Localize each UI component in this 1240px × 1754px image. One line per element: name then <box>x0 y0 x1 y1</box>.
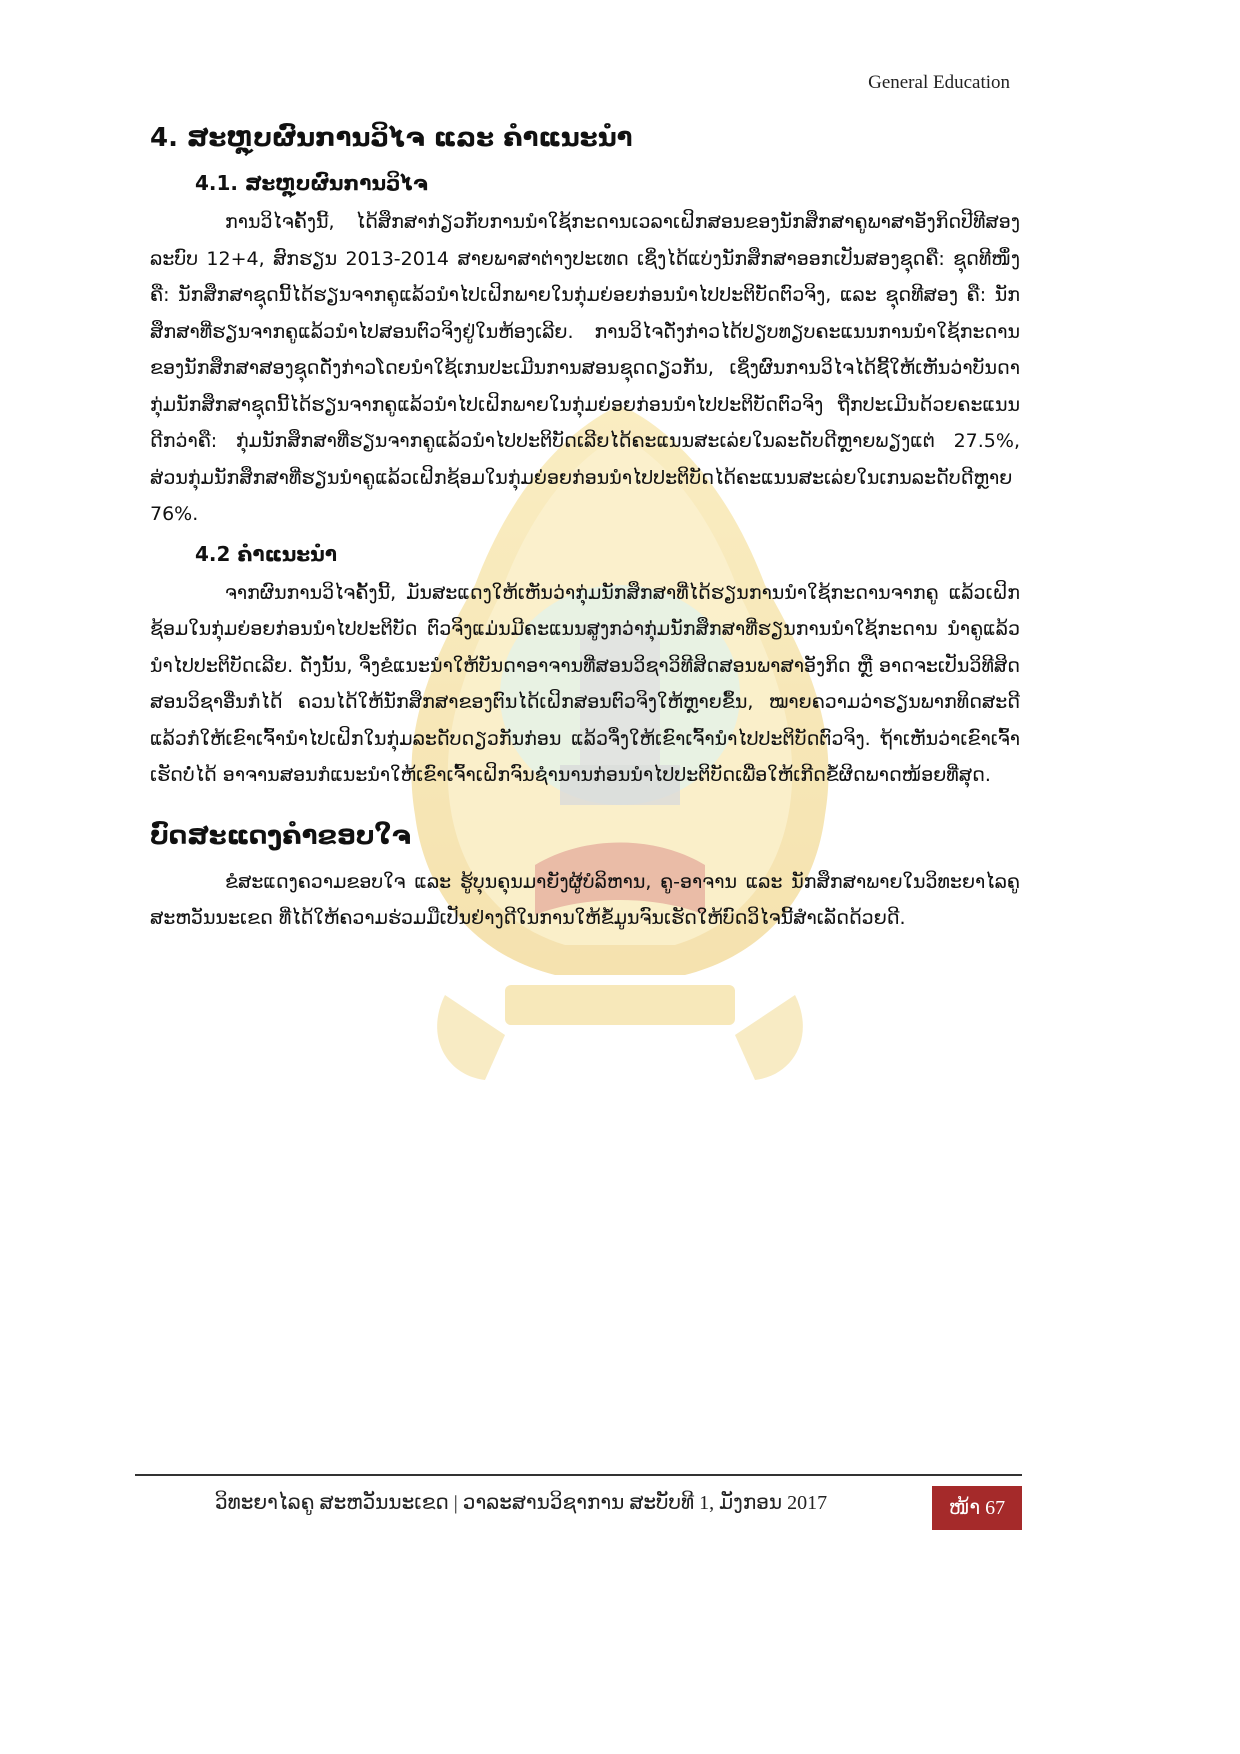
recommendation-paragraph: ຈາກຜົນການວິໄຈຄັ້ງນີ້, ມັນສະແດງໃຫ້ເຫັນວ່າກຸ່ມນັກສຶກສາທີ່ໄດ້ຮຽນການນຳໃຊ້ກະດານຈາກຄູ ແລ້ວເຝິກຊ້ອມໃນກຸ່ມຍ່ອຍກ່ອນນຳໄປປະຕິບັດ ຕົວຈິງແມ່ນມີຄະແນນສູງກວ່າກຸ່ມນັກສຶກສາທີ່ຮຽນການນຳໃຊ້ກະດານ ນຳຄູແລ້ວນຳໄປປະຕິບັດເລີຍ. ດັ່ງນັ້ນ, ຈຶ່ງຂໍແນະນຳໃຫ້ບັນດາອາຈານທີ່ສອນວິຊາວິທີສິດສອນພາສາອັງກິດ ຫຼື ອາດຈະເປັນວິທີສິດສອນວິຊາອື່ນກໍໄດ້ ຄວນໄດ້ໃຫ້ນັກສຶກສາຂອງຕົນໄດ້ເຝິກສອນຕົວຈິງໃຫ້ຫຼາຍຂຶ້ນ, ໝາຍຄວາມວ່າຮຽນພາກທິດສະດີແລ້ວກໍໃຫ້ເຂົາເຈົ້ານຳໄປເຝິກໃນກຸ່ມລະດັບດຽວກັນກ່ອນ ແລ້ວຈຶ່ງໃຫ້ເຂົາເຈົ້ານຳໄປປະຕິບັດຕົວຈິງ. ຖ້າເຫັນວ່າເຂົາເຈົ້າເຮັດບໍ່ໄດ້ ອາຈານສອນກໍແນະນຳໃຫ້ເຂົາເຈົ້າເຝິກຈົນຊຳນານກ່ອນນຳໄປປະຕິບັດເພື່ອໃຫ້ເກີດຂໍ້ຜິດພາດໜ້ອຍທີ່ສຸດ. <box>150 581 1020 786</box>
article-body <box>150 120 1020 937</box>
acknowledgement-paragraph: ຂໍສະແດງຄວາມຂອບໃຈ ແລະ ຮູ້ບຸນຄຸນມາຍັງຜູ້ບໍລິຫານ, ຄູ-ອາຈານ ແລະ ນັກສຶກສາພາຍໃນວິທະຍາໄລຄູສະຫວັນນະເຂດ ທີ່ໄດ້ໃຫ້ຄວາມຮ່ວມມືເປັນຢ່າງດີໃນການໃຫ້ຂໍ້ມູນຈົນເຮັດໃຫ້ບົດວິໄຈນີ້ສຳເລັດດ້ວຍດີ. <box>150 870 1020 929</box>
subsection-heading-recommendation: 4.2 ຄຳແນະນຳ <box>195 541 337 566</box>
page-footer <box>135 1474 1022 1519</box>
running-header: General Education <box>868 72 1010 93</box>
acknowledgement-heading: ບົດສະແດງຄຳຂອບໃຈ <box>150 820 411 851</box>
summary-paragraph: ການວິໄຈຄັ້ງນີ້, ໄດ້ສຶກສາກ່ຽວກັບການນຳໃຊ້ກະດານເວລາເຝິກສອນຂອງນັກສຶກສາຄູພາສາອັງກິດປີທີສອງ ລະບົບ 12+4, ສົກຮຽນ 2013-2014 ສາຍພາສາຕ່າງປະເທດ ເຊິ່ງໄດ້ແບ່ງນັກສຶກສາອອກເປັນສອງຊຸດຄື: ຊຸດທີໜຶ່ງຄື: ນັກສຶກສາຊຸດນີ້ໄດ້ຮຽນຈາກຄູແລ້ວນຳໄປເຝິກພາຍໃນກຸ່ມຍ່ອຍກ່ອນນຳໄປປະຕິບັດຕົວຈິງ, ແລະ ຊຸດທີສອງ ຄື: ນັກສຶກສາທີ່ຮຽນຈາກຄູແລ້ວນຳໄປສອນຕົວຈິງຢູ່ໃນຫ້ອງເລີຍ. ການວິໄຈດັ່ງກ່າວໄດ້ປຽບທຽບຄະແນນການນຳໃຊ້ກະດານຂອງນັກສຶກສາສອງຊຸດດັ່ງກ່າວໂດຍນຳໃຊ້ເກນປະເມີນການສອນຊຸດດຽວກັນ, ເຊິ່ງຜົນການວິໄຈໄດ້ຊີ້ໃຫ້ເຫັນວ່າບັນດາກຸ່ມນັກສຶກສາຊຸດນີ້ໄດ້ຮຽນຈາກຄູແລ້ວນຳໄປເຝິກພາຍໃນກຸ່ມຍ່ອຍກ່ອນນຳໄປປະຕິບັດຕົວຈິງ ຖືກປະເມີນດ້ວຍຄະແນນດີກວ່າຄື: ກຸ່ມນັກສຶກສາທີ່ຮຽນຈາກຄູແລ້ວນຳໄປປະຕິບັດເລີຍໄດ້ຄະແນນສະເລ່ຍໃນລະດັບດີຫຼາຍພຽງແຕ່ 27.5%, ສ່ວນກຸ່ມນັກສຶກສາທີ່ຮຽນນຳຄູແລ້ວເຝິກຊ້ອມໃນກຸ່ມຍ່ອຍກ່ອນນຳໄປປະຕິບັດໄດ້ຄະແນນສະເລ່ຍໃນເກນລະດັບດີຫຼາຍ 76%. <box>150 211 1020 525</box>
page-number-badge: ໜ້າ 67 <box>932 1486 1022 1530</box>
section-heading: 4. ສະຫຼຸບຜົນການວິໄຈ ແລະ ຄຳແນະນຳ <box>150 123 633 153</box>
subsection-heading-summary: 4.1. ສະຫຼຸບຜົນການວິໄຈ <box>195 171 428 195</box>
journal-citation: ວິທະຍາໄລຄູ ສະຫວັນນະເຂດ | ວາລະສານວິຊາການ ສະບັບທີ 1, ມັງກອນ 2017 <box>215 1492 828 1514</box>
